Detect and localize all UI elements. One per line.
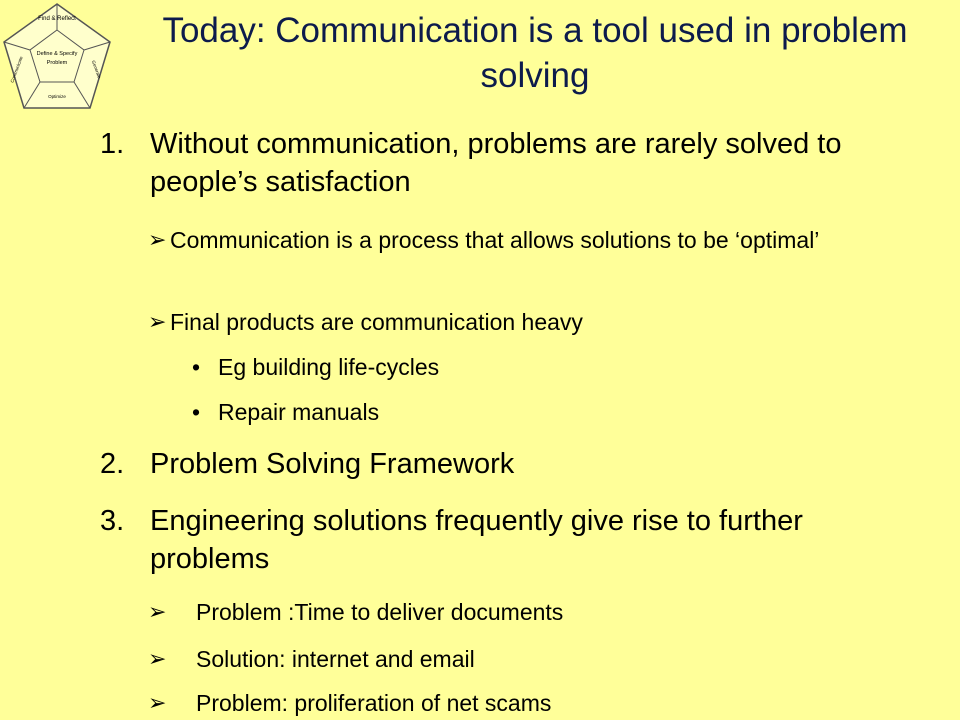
- list-item-text: Engineering solutions frequently give rise to further problems: [150, 505, 803, 575]
- sub-item-text: Problem: proliferation of net scams: [196, 690, 552, 716]
- sub-item-text: Communication is a process that allows solutions to be ‘optimal’: [170, 227, 820, 253]
- sub-item: [148, 644, 475, 674]
- sub-item: [148, 225, 868, 255]
- bullet-text: Repair manuals: [218, 399, 380, 425]
- arrow-bullet-icon: ➢: [148, 599, 167, 624]
- bullet-item: [192, 352, 439, 382]
- svg-text:Optimize: Optimize: [48, 94, 66, 99]
- sub-item-text: Problem :Time to deliver documents: [196, 599, 564, 625]
- arrow-bullet-icon: ➢: [148, 309, 167, 334]
- sub-item-text: Final products are communication heavy: [170, 309, 583, 335]
- svg-text:Find & Reflect: Find & Reflect: [38, 16, 76, 22]
- svg-text:Generate: Generate: [90, 59, 102, 80]
- sub-item: [148, 688, 551, 718]
- bullet-text: Eg building life-cycles: [218, 354, 440, 380]
- svg-text:Communicate: Communicate: [9, 55, 24, 84]
- svg-text:Problem: Problem: [46, 60, 68, 66]
- slide-title: Today: Communication is a tool used in problem solving: [162, 11, 908, 95]
- list-item-1: [100, 125, 890, 201]
- sub-item-text: Solution: internet and email: [196, 646, 475, 672]
- sub-item: [148, 597, 563, 627]
- problem-solving-framework-logo: [0, 0, 115, 115]
- svg-text:Define & Specify: Define & Specify: [36, 51, 78, 57]
- list-number: 3.: [100, 505, 125, 537]
- list-item-2: [100, 445, 890, 483]
- arrow-bullet-icon: ➢: [148, 227, 167, 252]
- list-number: 2.: [100, 448, 125, 480]
- sub-item: [148, 307, 868, 337]
- list-item-3: [100, 502, 890, 578]
- arrow-bullet-icon: ➢: [148, 690, 167, 715]
- list-item-text: Problem Solving Framework: [150, 448, 515, 480]
- bullet-marker: •: [192, 399, 201, 425]
- bullet-marker: •: [192, 354, 201, 380]
- arrow-bullet-icon: ➢: [148, 646, 167, 671]
- list-number: 1.: [100, 128, 125, 160]
- list-item-text: Without communication, problems are rarely solved to people’s satisfaction: [150, 128, 842, 198]
- bullet-item: [192, 397, 379, 427]
